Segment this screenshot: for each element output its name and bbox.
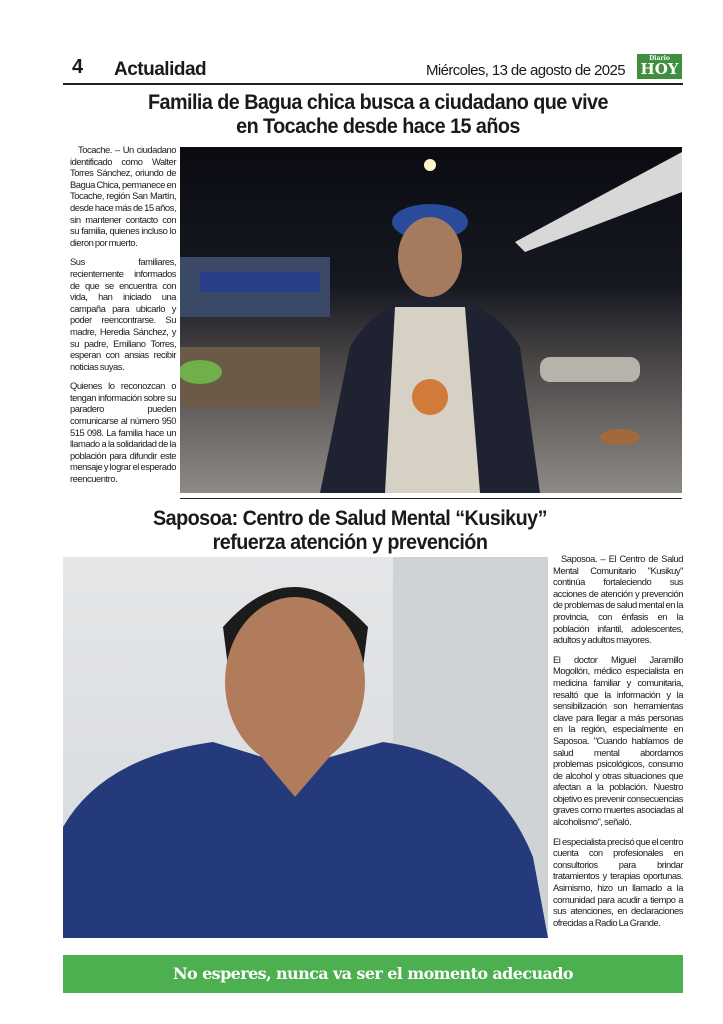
article1-photo [180, 147, 682, 493]
article1-headline [88, 90, 668, 138]
article1-body [70, 144, 176, 493]
issue-date: Miércoles, 13 de agosto de 2025 [425, 62, 625, 79]
section-divider [180, 498, 682, 499]
page-number: 4 [72, 56, 84, 78]
logo-main-text: HOY [640, 60, 679, 78]
logo-top-text: Diario [649, 55, 670, 62]
article2-photo [63, 557, 548, 938]
headline-line: Saposoa: Centro de Salud Mental “Kusikuy” [153, 506, 547, 530]
paragraph: Sus familiares, recientemente informados de que se encuentra con vida, han iniciado una campaña para ubicarlo y poder reencontrarse. Su madre, Heredia Sánchez, y su padre, Emiliano Torres, esperan con ansias recibir noticias suyas. [70, 256, 176, 372]
paragraph: El especialista precisó que el centro cuenta con profesionales en consultorios para brindar tratamientos y terapias oportunas. Asimismo, hizo un llamado a la comunidad para acudir a tiempo a sus atenciones, en declaraciones ofrecidas a Radio La Grande. [553, 835, 683, 928]
diario-hoy-logo [637, 54, 682, 79]
paragraph: El doctor Miguel Jaramillo Mogollón, médico especialista en medicina familiar y comunitaria, resaltó que la información y la sensibilización son herramientas clave para llegar a más personas en la región, especialmente en Saposoa. "Cuando hablamos de salud mental abordamos problemas psicológicos, consumo de alcohol y otras situaciones que afectan a la población. Nuestro objetivo es prevenir consecuencias graves como muertes asociadas al alcoholismo", señaló. [553, 653, 683, 828]
footer-banner: No esperes, nunca va ser el momento adecuado [63, 955, 683, 993]
headline-line: Familia de Bagua chica busca a ciudadano que vive [148, 90, 608, 114]
paragraph: Tocache. – Un ciudadano identificado como Walter Torres Sánchez, oriundo de Bagua Chica, permanece en Tocache, región San Martín, desde hace más de 15 años, sin mantener contacto con su familia, quienes incluso lo dieron por muerto. [70, 144, 176, 248]
article2-headline [65, 506, 635, 554]
header-rule [63, 83, 683, 85]
paragraph: Saposoa. – El Centro de Salud Mental Comunitario "Kusikuy" continúa fortaleciendo sus acciones de atención y prevención de problemas de salud mental en la provincia, con énfasis en la población infantil, adolescentes, adultos y adultos mayores. [553, 553, 683, 646]
paragraph: Quienes lo reconozcan o tengan información sobre su paradero pueden comunicarse al número 950 515 098. La familia hace un llamado a la solidaridad de la población para difundir este mensaje y lograr el esperado reencuentro. [70, 380, 176, 485]
section-title: Actualidad [114, 59, 207, 80]
night-street-scene [180, 147, 682, 493]
headline-line: refuerza atención y prevención [212, 530, 488, 554]
article2-body [553, 553, 683, 936]
headline-line: en Tocache desde hace 15 años [236, 114, 520, 138]
portrait-doctor [63, 557, 548, 938]
